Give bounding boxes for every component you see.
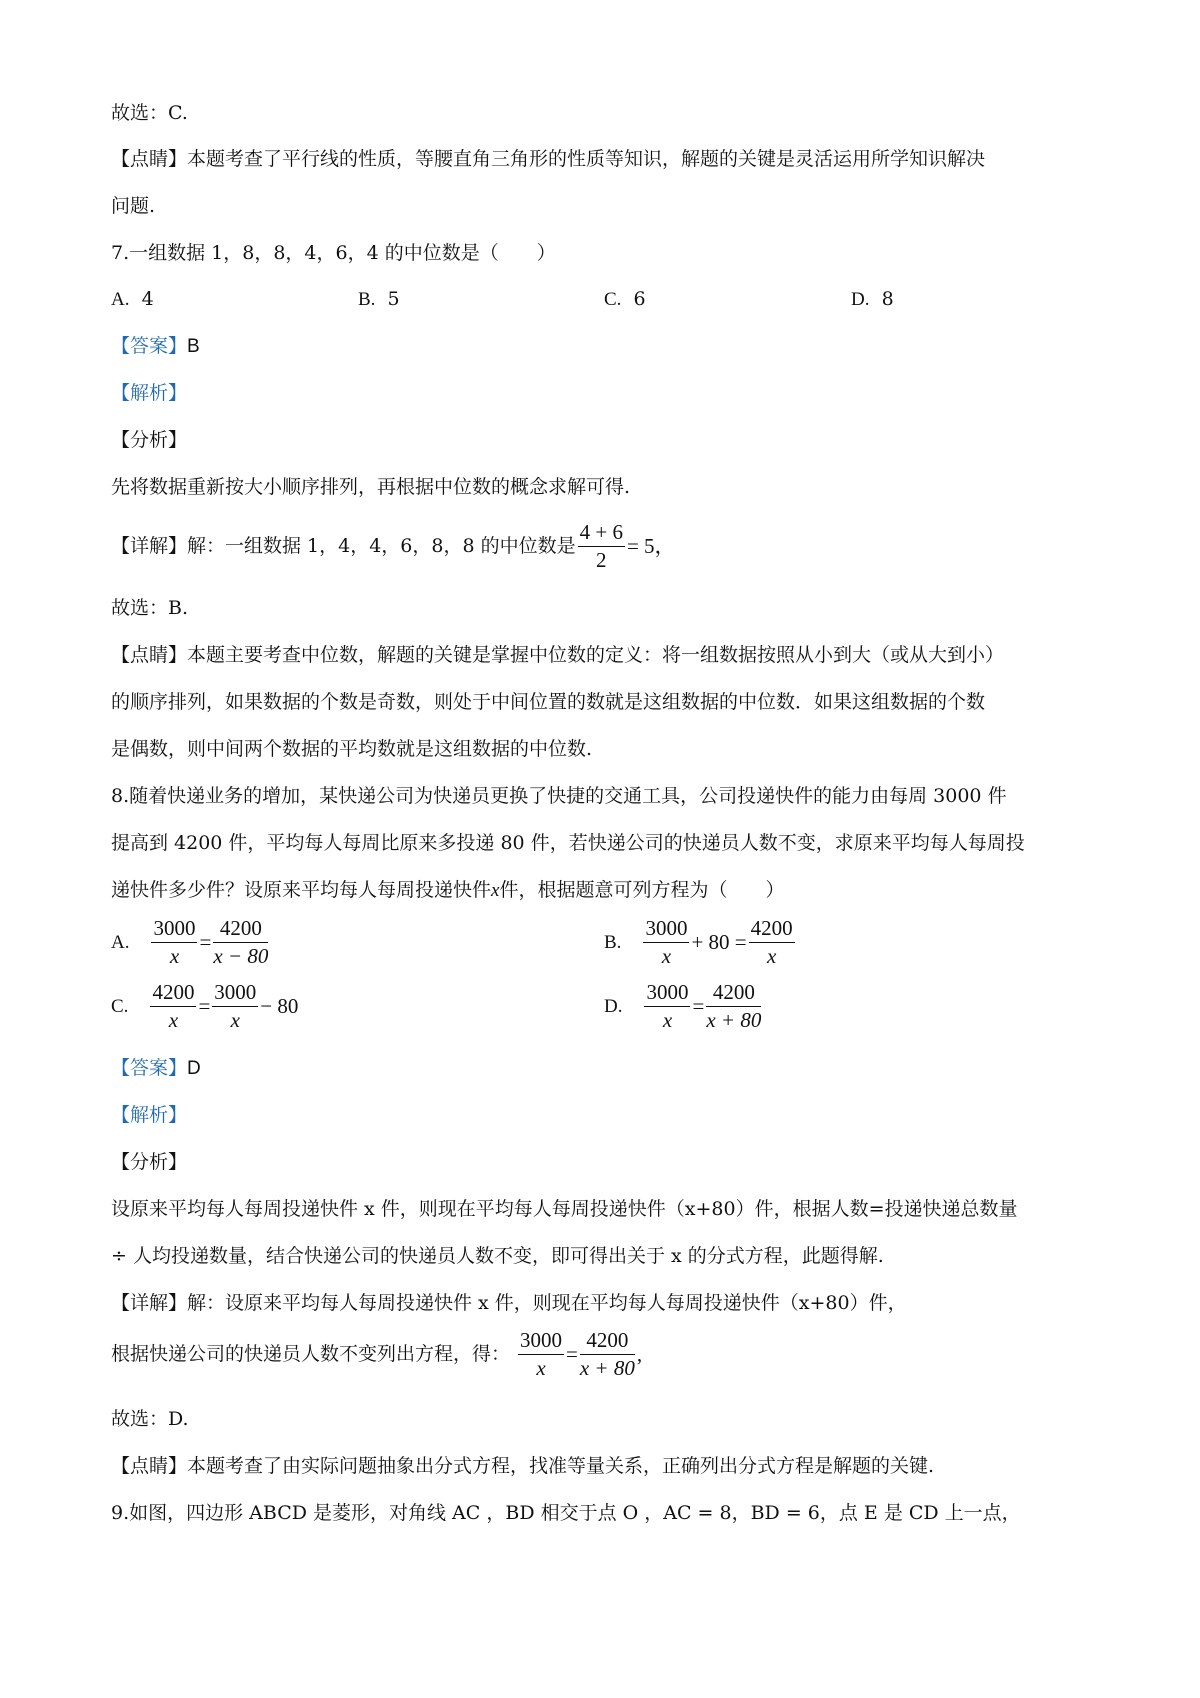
q8-option-c: C. $\frac{4200}{x}$ = $\frac{3000}{x}$ − 80	[111, 980, 299, 1032]
q7-fenxi-tag: 【分析】	[111, 429, 188, 451]
prev-dianjing-line1: 【点睛】本题考查了平行线的性质，等腰直角三角形的性质等知识，解题的关键是灵活运用所学知识解决	[111, 148, 986, 170]
q7-median-fraction: $\frac{4 + 6}{2}$	[579, 520, 623, 572]
q8-option-a: A. $\frac{3000}{x}$ = $\frac{4200}{x - 80}$	[111, 916, 269, 968]
q8-dianjing: 【点睛】本题考查了由实际问题抽象出分式方程，找准等量关系，正确列出分式方程是解题的关键.	[111, 1455, 935, 1477]
q8-option-b: B. $\frac{3000}{x}$ + 80 = $\frac{4200}{x}$	[604, 916, 793, 968]
q7-option-b: B. 5	[358, 288, 400, 310]
prev-answer-line: 故选：C.	[111, 102, 188, 124]
q7-fenxi-text: 先将数据重新按大小顺序排列，再根据中位数的概念求解可得.	[111, 476, 631, 498]
q7-dianjing-line2: 的顺序排列，如果数据的个数是奇数，则处于中间位置的数就是这组数据的中位数．如果这组数据的个数	[111, 691, 986, 713]
q7-option-c: C. 6	[604, 288, 646, 310]
q8-fenxi-tag: 【分析】	[111, 1151, 188, 1173]
q7-jiexi-tag: 【解析】	[111, 382, 188, 404]
q8-guxuan: 故选：D.	[111, 1408, 189, 1430]
q8-fenxi-line1: 设原来平均每人每周投递快件 x 件，则现在平均每人每周投递快件（x+80）件，根据人数=投递快递总数量	[111, 1198, 1018, 1220]
q8-xiangjie-line1: 【详解】解：设原来平均每人每周投递快件 x 件，则现在平均每人每周投递快件（x+80）件，	[111, 1292, 907, 1314]
q7-option-a: A. 4	[111, 288, 154, 310]
q8-stem-line2: 提高到 4200 件，平均每人每周比原来多投递 80 件，若快递公司的快递员人数不变，求原来平均每人每周投	[111, 832, 1025, 854]
prev-dianjing-line2: 问题.	[111, 195, 156, 217]
q7-dianjing-line1: 【点睛】本题主要考查中位数，解题的关键是掌握中位数的定义：将一组数据按照从小到大（或从大到小）	[111, 644, 1005, 666]
q8-option-d: D. $\frac{3000}{x}$ = $\frac{4200}{x + 80}$	[604, 980, 762, 1032]
q7-answer: 【答案】B	[111, 335, 200, 357]
q7-xiangjie: 【详解】解：一组数据 1，4，4，6，8，8 的中位数是 $\frac{4 + 6}{2}$ = 5，	[111, 520, 676, 572]
q8-stem-line3: 递快件多少件？设原来平均每人每周投递快件x件，根据题意可列方程为（ ）	[111, 879, 785, 901]
q7-stem: 7.一组数据 1，8，8，4，6，4 的中位数是（ ）	[111, 242, 556, 264]
q9-stem: 9.如图，四边形 ABCD 是菱形，对角线 AC ，BD 相交于点 O ，AC = 8，BD = 6，点 E 是 CD 上一点，	[111, 1502, 1021, 1524]
q8-fenxi-line2: ÷ 人均投递数量，结合快递公司的快递员人数不变，即可得出关于 x 的分式方程，此题得解.	[111, 1245, 884, 1267]
q8-xiangjie-line2: 根据快递公司的快递员人数不变列出方程，得： $\frac{3000}{x}$ = $\frac{4200}{x + 80}$ ,	[111, 1328, 643, 1380]
q7-option-d: D. 8	[851, 288, 894, 310]
q8-jiexi-tag: 【解析】	[111, 1104, 188, 1126]
q8-stem-line1: 8.随着快递业务的增加，某快递公司为快递员更换了快捷的交通工具，公司投递快件的能力由每周 3000 件	[111, 785, 1007, 807]
q8-answer: 【答案】D	[111, 1057, 201, 1079]
q7-guxuan: 故选：B.	[111, 597, 189, 619]
q7-dianjing-line3: 是偶数，则中间两个数据的平均数就是这组数据的中位数.	[111, 738, 593, 760]
